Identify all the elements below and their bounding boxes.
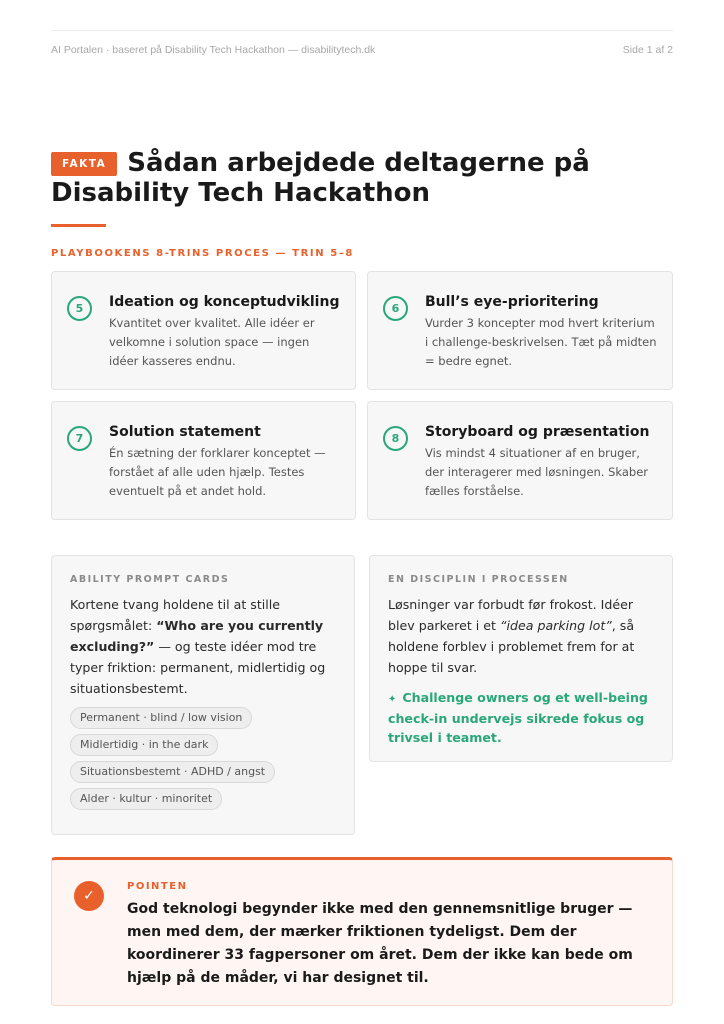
- point-label: POINTEN: [127, 881, 188, 892]
- section-label: PLAYBOOKENS 8-TRINS PROCES — TRIN 5–8: [51, 248, 354, 259]
- step-text: Vis mindst 4 situationer af en bruger, der interagerer med løsningen. Skaber fælles forståelse.: [425, 446, 649, 498]
- chip: Permanent · blind / low vision: [70, 707, 252, 729]
- step-title: Solution statement: [109, 424, 261, 440]
- fakta-badge: FAKTA: [51, 152, 117, 176]
- header-source: AI Portalen · baseret på Disability Tech Hackathon — disabilitytech.dk: [51, 44, 376, 56]
- discipline-box: [369, 555, 673, 762]
- body-text: Kortene tvang holdene til at stille spørgsmålet:: [70, 597, 281, 633]
- box-body: [70, 594, 336, 699]
- step-title: Ideation og konceptudvikling: [109, 294, 340, 310]
- body-italic-quote: “idea parking lot”: [499, 618, 612, 633]
- running-header: [51, 44, 673, 56]
- step-title: Bull’s eye-prioritering: [425, 294, 599, 310]
- box-label: EN DISCIPLIN I PROCESSEN: [388, 574, 569, 585]
- box-label: ABILITY PROMPT CARDS: [70, 574, 230, 585]
- point-text: God teknologi begynder ikke med den gennemsnitlige bruger — men med dem, der mærker friktionen tydeligst. Dem der koordinerer 33 fagpersoner om året. Dem der ikke kan bede om hjælp på de måder, vi har designet til.: [127, 901, 633, 986]
- step-number-icon: 5: [67, 296, 92, 321]
- step-text: Vurder 3 koncepter mod hvert kriterium i challenge-beskrivelsen. Tæt på midten = bedre egnet.: [425, 316, 657, 368]
- header-divider: [51, 30, 673, 31]
- body-text: , så holdene forblev i problemet frem for at hoppe til svar.: [388, 618, 635, 675]
- body-text: — og teste idéer mod tre typer friktion: permanent, midlertidig og situationsbestemt.: [70, 639, 326, 696]
- chip: Alder · kultur · minoritet: [70, 788, 222, 810]
- body-bold-quote: “Who are you currently excluding?”: [70, 618, 324, 654]
- title-text: Sådan arbejdede deltagerne på Disability Tech Hackathon: [51, 148, 590, 208]
- step-number-icon: 8: [383, 426, 408, 451]
- step-card: [51, 401, 356, 520]
- highlight-note: [388, 688, 654, 747]
- ability-prompt-cards-box: [51, 555, 355, 835]
- highlight-text: Challenge owners og et well-being check-in undervejs sikrede fokus og trivsel i teamet.: [388, 690, 648, 745]
- body-text: Løsninger var forbudt før frokost. Idéer blev parkeret i et: [388, 597, 634, 633]
- check-icon: ✓: [74, 881, 104, 911]
- title-underline: [51, 224, 106, 227]
- steps-grid: [51, 271, 673, 520]
- step-card: [367, 271, 673, 390]
- step-card: [51, 271, 356, 390]
- friction-chips: [70, 707, 336, 810]
- box-body: [388, 594, 654, 678]
- step-text: Kvantitet over kvalitet. Alle idéer er velkomne i solution space — ingen idéer kasseres endnu.: [109, 316, 315, 368]
- sparkle-icon: ✦: [388, 694, 397, 705]
- step-title: Storyboard og præsentation: [425, 424, 650, 440]
- step-card: [367, 401, 673, 520]
- step-text: Én sætning der forklarer konceptet — forstået af alle uden hjælp. Testes eventuelt på et andet hold.: [109, 446, 326, 498]
- chip: Situationsbestemt · ADHD / angst: [70, 761, 275, 783]
- page-title: [51, 148, 651, 208]
- step-number-icon: 7: [67, 426, 92, 451]
- step-number-icon: 6: [383, 296, 408, 321]
- chip: Midlertidig · in the dark: [70, 734, 218, 756]
- point-callout: [51, 857, 673, 1006]
- page-number: Side 1 af 2: [622, 44, 673, 56]
